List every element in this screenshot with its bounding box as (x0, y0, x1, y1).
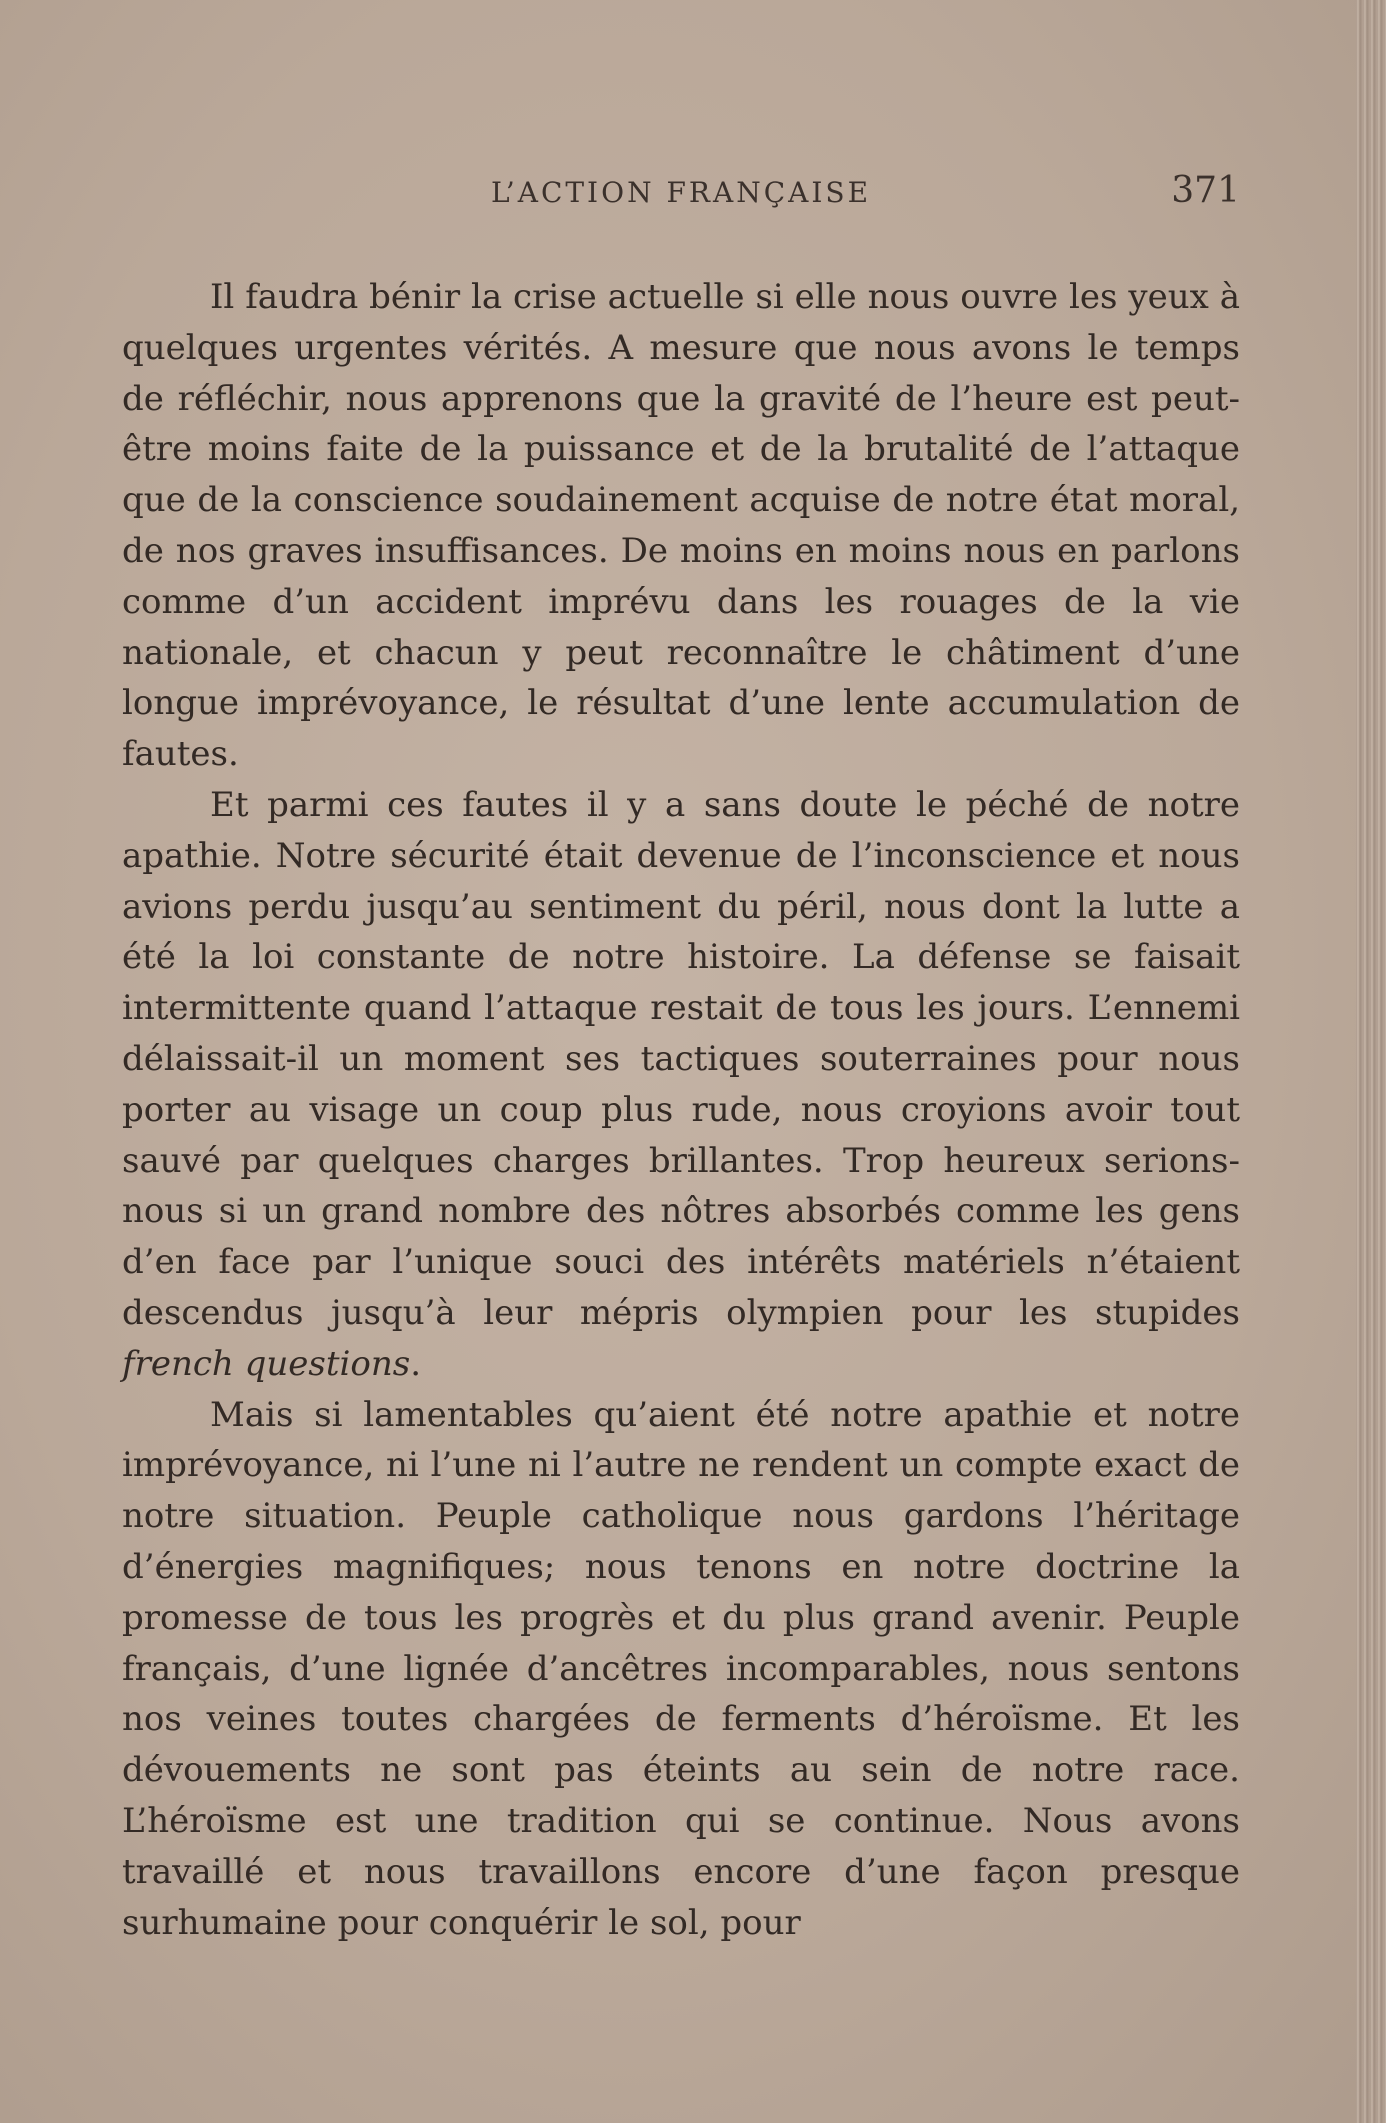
page-header (122, 170, 1240, 220)
page-number: 371 (1171, 170, 1240, 211)
italic-phrase: french questions (122, 1343, 411, 1384)
paragraph-2-end: . (410, 1343, 421, 1384)
paragraph-1: Il faudra bénir la crise actuelle si elle nous ouvre les yeux à quelques urgentes vérités. A mesure que nous avons le temps de réfléchir, nous apprenons que la gravité de l’heure est peut-être moins faite de la puissance et de la brutalité de l’attaque que de la conscience soudainement acquise de notre état moral, de nos graves insuffisances. De moins en moins nous en parlons comme d’un accident imprévu dans les rouages de la vie nationale, et chacun y peut reconnaître le châtiment d’une longue imprévoyance, le résultat d’une lente accumulation de fautes. (122, 277, 1240, 775)
body-text (122, 272, 1240, 1948)
paragraph-2 (122, 780, 1240, 1390)
paragraph-3: Mais si lamentables qu’aient été notre apathie et notre imprévoyance, ni l’une ni l’autre ne rendent un compte exact de notre situation. Peuple catholique nous gardons l’héritage d’énergies magnifiques; nous tenons en notre doctrine la promesse de tous les progrès et du plus grand avenir. Peuple français, d’une lignée d’ancêtres incomparables, nous sentons nos veines toutes chargées de ferments d’héroïsme. Et les dévouements ne sont pas éteints au sein de notre race. L’héroïsme est une tradition qui se continue. Nous avons travaillé et nous travaillons encore d’une façon presque surhumaine pour conquérir le sol, pour (122, 1394, 1240, 1943)
running-head: L’ACTION FRANÇAISE (490, 176, 872, 209)
page-edge (1356, 0, 1386, 2123)
paragraph-2-text: Et parmi ces fautes il y a sans doute le péché de notre apathie. Notre sécurité était devenue de l’inconscience et nous avions perdu jusqu’au sentiment du péril, nous dont la lutte a été la loi constante de notre histoire. La défense se faisait intermittente quand l’attaque restait de tous les jours. L’ennemi délaissait-il un moment ses tactiques souterraines pour nous porter au visage un coup plus rude, nous croyions avoir tout sauvé par quelques charges brillantes. Trop heureux serions-nous si un grand nombre des nôtres absorbés comme les gens d’en face par l’unique souci des intérêts matériels n’étaient descendus jusqu’à leur mépris olympien pour les stupides (122, 784, 1240, 1333)
